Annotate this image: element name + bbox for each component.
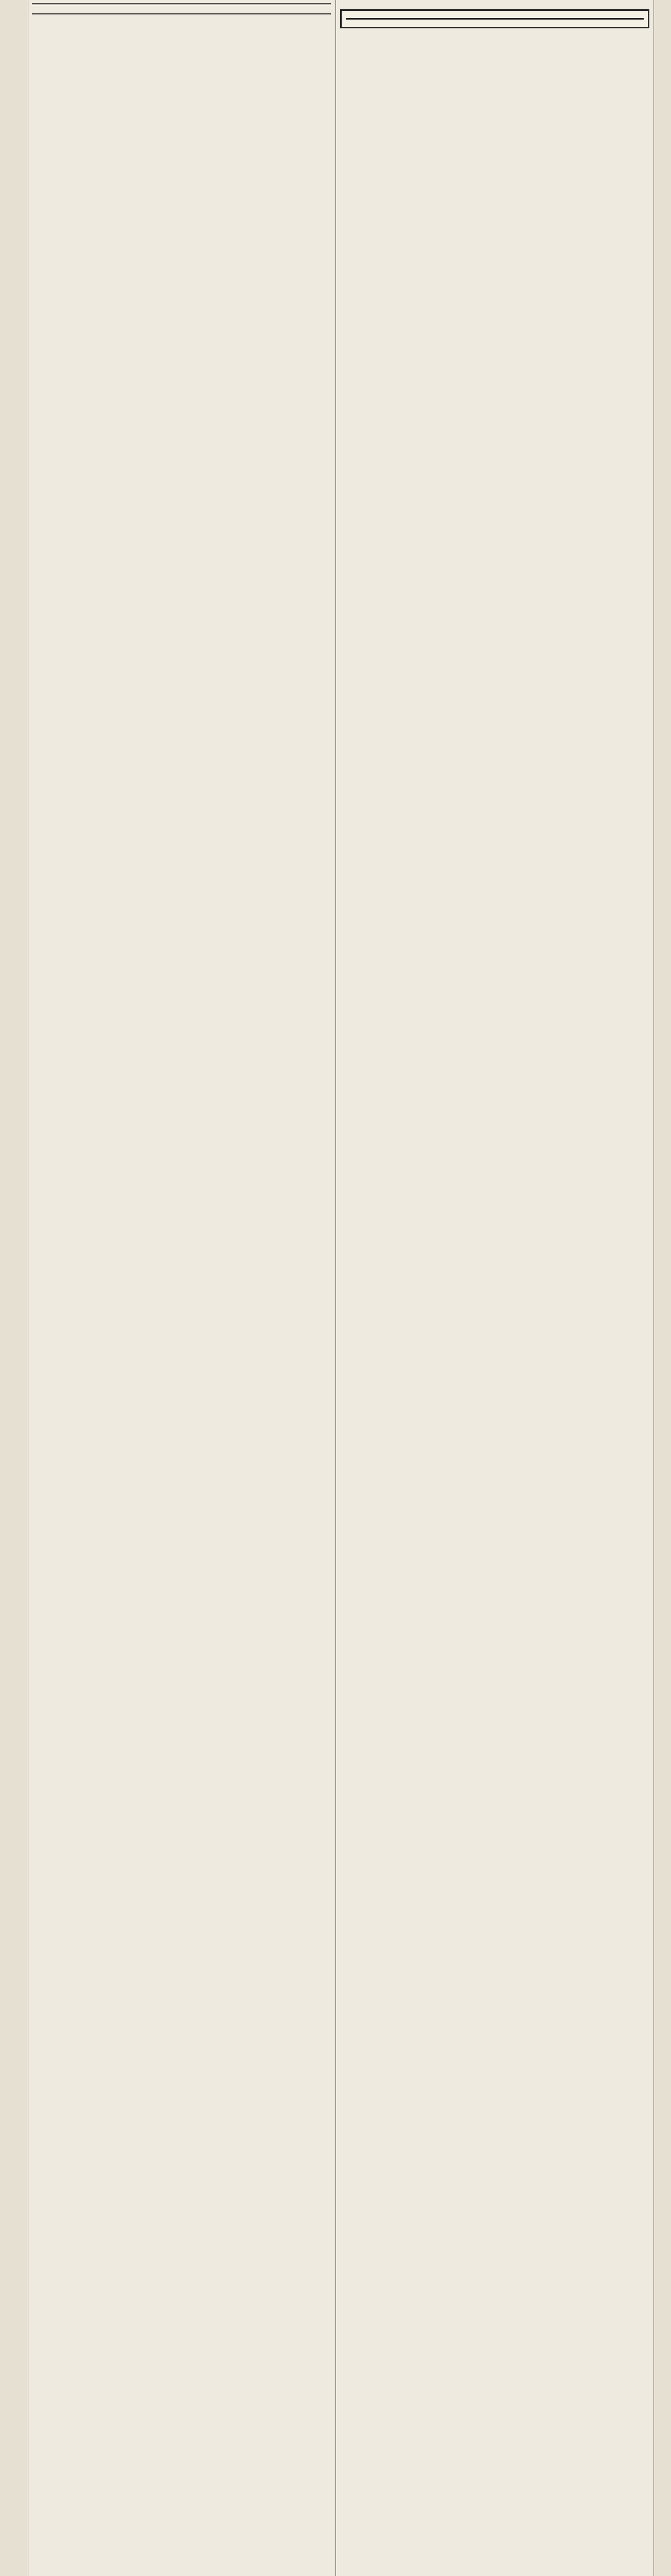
column-two xyxy=(340,0,649,2576)
column-one xyxy=(32,0,331,2576)
ad-rule xyxy=(346,18,644,20)
right-page-edge xyxy=(653,0,671,2576)
left-page-edge xyxy=(0,0,28,2576)
remedy-advertisement xyxy=(340,9,649,28)
section-masthead xyxy=(32,3,331,14)
